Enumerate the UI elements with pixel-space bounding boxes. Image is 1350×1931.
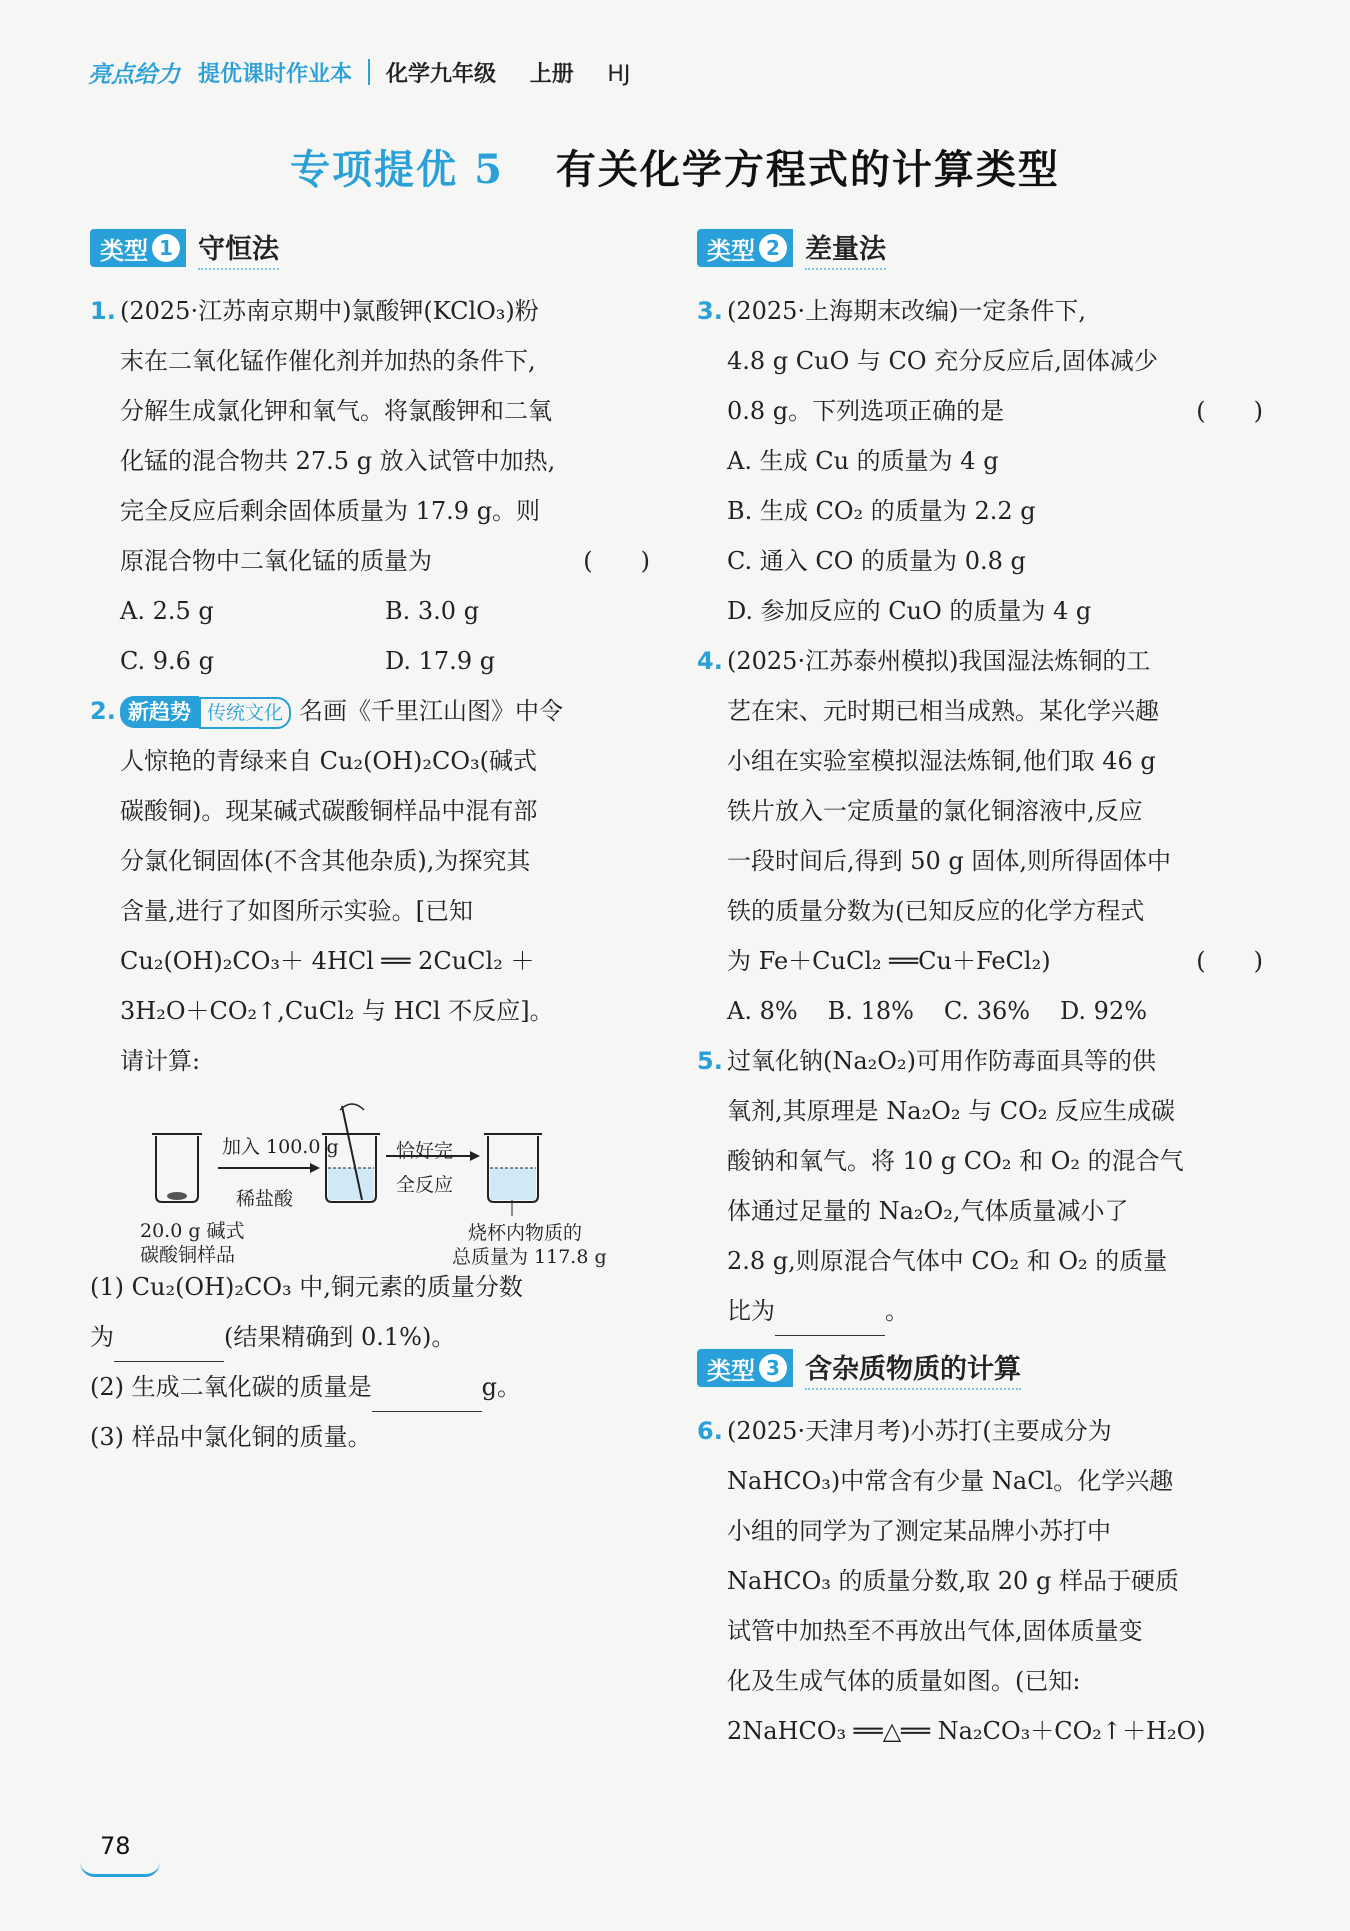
option-c: C. 36% <box>943 997 1031 1025</box>
question-number: 2. <box>90 697 116 725</box>
subquestion-2: (2) 生成二氧化碳的质量是 g。 <box>90 1362 650 1412</box>
question-text: 酸钠和氧气。将 10 g CO₂ 和 O₂ 的混合气 <box>727 1147 1184 1175</box>
question-text: 为 Fe＋CuCl₂ ══Cu＋FeCl₂) ( ) <box>727 936 1263 986</box>
question-text: 新趋势 传统文化 名画《千里江山图》中令 <box>120 686 650 736</box>
book-info <box>386 57 656 88</box>
option-a: A. 8% <box>727 997 798 1025</box>
trend-badge: 新趋势 <box>120 696 199 728</box>
question-text: 4.8 g CuO 与 CO 充分反应后,固体减少 <box>727 347 1158 375</box>
option-c: C. 通入 CO 的质量为 0.8 g <box>727 547 1026 575</box>
options <box>727 986 1263 1036</box>
question-text: 分氯化铜固体(不含其他杂质),为探究其 <box>120 847 531 875</box>
section-title: 差量法 <box>805 227 886 270</box>
acid-label: 稀盐酸 <box>236 1188 294 1210</box>
question-5 <box>697 1036 1263 1336</box>
chemical-equation: 2NaHCO₃ ══△══ Na₂CO₃＋CO₂↑＋H₂O) <box>727 1717 1206 1745</box>
question-number: 6. <box>697 1417 723 1445</box>
experiment-diagram <box>120 1096 650 1268</box>
section-tag: 类型 3 <box>697 1349 793 1387</box>
question-text: 人惊艳的青绿来自 Cu₂(OH)₂CO₃(碱式 <box>120 747 538 775</box>
answer-blank[interactable] <box>775 1305 885 1336</box>
option-b: B. 生成 CO₂ 的质量为 2.2 g <box>727 497 1036 525</box>
right-column <box>697 222 1263 1756</box>
header-divider <box>368 59 370 85</box>
section-header-2 <box>697 222 1263 274</box>
question-6 <box>697 1406 1263 1756</box>
question-text: 2.8 g,则原混合气体中 CO₂ 和 O₂ 的质量 <box>727 1247 1168 1275</box>
question-text: 试管中加热至不再放出气体,固体质量变 <box>727 1617 1143 1645</box>
option-c: C. 9.6 g <box>120 647 214 675</box>
title-prefix: 专项提优 5 <box>290 146 504 193</box>
option-d: D. 17.9 g <box>385 647 496 675</box>
brand-logo: 亮点给力 <box>88 61 180 88</box>
question-text: 请计算: <box>120 1047 201 1075</box>
question-text: 比为 。 <box>727 1286 1263 1336</box>
page-title <box>0 138 1350 195</box>
option-b: B. 18% <box>827 997 914 1025</box>
subject-label: 化学九年级 <box>386 61 497 87</box>
section-tag: 类型 1 <box>90 229 186 267</box>
question-text: 氧剂,其原理是 Na₂O₂ 与 CO₂ 反应生成碳 <box>727 1097 1176 1125</box>
question-text: 铁片放入一定质量的氯化铜溶液中,反应 <box>727 797 1143 825</box>
question-2 <box>90 686 650 1462</box>
page-number: 78 <box>100 1832 131 1860</box>
page-header <box>88 52 656 92</box>
question-number: 3. <box>697 297 723 325</box>
question-text: 分解生成氯化钾和氧气。将氯酸钾和二氧 <box>120 397 552 425</box>
title-main: 有关化学方程式的计算类型 <box>555 146 1060 193</box>
question-text: 小组在实验室模拟湿法炼铜,他们取 46 g <box>727 747 1156 775</box>
question-number: 4. <box>697 647 723 675</box>
question-text: NaHCO₃ 的质量分数,取 20 g 样品于硬质 <box>727 1567 1179 1595</box>
section-title: 含杂质物质的计算 <box>805 1347 1021 1390</box>
question-text: 原混合物中二氧化锰的质量为 ( ) <box>120 536 650 586</box>
subquestion-3: (3) 样品中氯化铜的质量。 <box>90 1423 372 1451</box>
question-1 <box>90 286 650 686</box>
sample-label-2: 碳酸铜样品 <box>140 1244 236 1266</box>
question-text: 铁的质量分数为(已知反应的化学方程式 <box>727 897 1145 925</box>
question-4 <box>697 636 1263 1036</box>
answer-blank[interactable] <box>114 1331 224 1362</box>
page-number-decoration <box>80 1862 160 1877</box>
question-text: NaHCO₃)中常含有少量 NaCl。化学兴趣 <box>727 1467 1174 1495</box>
add-label: 加入 100.0 g <box>222 1136 339 1158</box>
answer-paren: ( ) <box>583 547 650 575</box>
culture-badge: 传统文化 <box>199 697 291 729</box>
question-text: (2025·江苏泰州模拟)我国湿法炼铜的工 <box>727 647 1151 675</box>
question-text: 小组的同学为了测定某品牌小苏打中 <box>727 1517 1111 1545</box>
left-column <box>90 222 650 1462</box>
option-d: D. 92% <box>1060 997 1148 1025</box>
section-header-1 <box>90 222 650 274</box>
total-label-1: 烧杯内物质的 <box>468 1222 583 1244</box>
question-text: 体通过足量的 Na₂O₂,气体质量减小了 <box>727 1197 1129 1225</box>
question-text: 艺在宋、元时期已相当成熟。某化学兴趣 <box>727 697 1159 725</box>
question-3 <box>697 286 1263 636</box>
sample-label-1: 20.0 g 碱式 <box>140 1220 245 1242</box>
answer-paren: ( ) <box>1196 947 1263 975</box>
section-tag: 类型 2 <box>697 229 793 267</box>
question-text: 完全反应后剩余固体质量为 17.9 g。则 <box>120 497 541 525</box>
total-label-2: 总质量为 117.8 g <box>452 1246 607 1268</box>
question-text: 碳酸铜)。现某碱式碳酸铜样品中混有部 <box>120 797 538 825</box>
question-text: 一段时间后,得到 50 g 固体,则所得固体中 <box>727 847 1172 875</box>
edition-label: HJ <box>607 61 631 87</box>
question-text: 3H₂O＋CO₂↑,CuCl₂ 与 HCl 不反应]。 <box>120 997 554 1025</box>
option-b: B. 3.0 g <box>385 597 480 625</box>
answer-paren: ( ) <box>1196 397 1263 425</box>
beaker-icon <box>152 1134 202 1202</box>
series-name: 提优课时作业本 <box>198 61 353 87</box>
react-label-2: 全反应 <box>396 1174 454 1196</box>
question-text: Cu₂(OH)₂CO₃＋ 4HCl ══ 2CuCl₂ ＋ <box>120 947 535 975</box>
answer-blank[interactable] <box>372 1381 482 1412</box>
options <box>120 586 650 686</box>
react-label-1: 恰好完 <box>396 1140 454 1162</box>
question-text: 0.8 g。下列选项正确的是 ( ) <box>727 386 1263 436</box>
option-a: A. 生成 Cu 的质量为 4 g <box>727 447 999 475</box>
section-title: 守恒法 <box>198 227 279 270</box>
option-a: A. 2.5 g <box>120 597 214 625</box>
option-d: D. 参加反应的 CuO 的质量为 4 g <box>727 597 1092 625</box>
subquestion-1-line2: 为 (结果精确到 0.1%)。 <box>90 1312 650 1362</box>
question-text: 化及生成气体的质量如图。(已知: <box>727 1667 1081 1695</box>
question-text: (2025·天津月考)小苏打(主要成分为 <box>727 1417 1112 1445</box>
question-number: 5. <box>697 1047 723 1075</box>
question-text: 含量,进行了如图所示实验。[已知 <box>120 897 473 925</box>
question-number: 1. <box>90 297 116 325</box>
question-text: 末在二氧化锰作催化剂并加热的条件下, <box>120 347 536 375</box>
question-text: 化锰的混合物共 27.5 g 放入试管中加热, <box>120 447 556 475</box>
subquestion-1: (1) Cu₂(OH)₂CO₃ 中,铜元素的质量分数 <box>90 1273 523 1301</box>
question-text: (2025·上海期末改编)一定条件下, <box>727 297 1087 325</box>
question-text: (2025·江苏南京期中)氯酸钾(KClO₃)粉 <box>120 297 539 325</box>
section-header-3 <box>697 1342 1263 1394</box>
question-text: 过氧化钠(Na₂O₂)可用作防毒面具等的供 <box>727 1047 1156 1075</box>
volume-label: 上册 <box>529 61 574 87</box>
